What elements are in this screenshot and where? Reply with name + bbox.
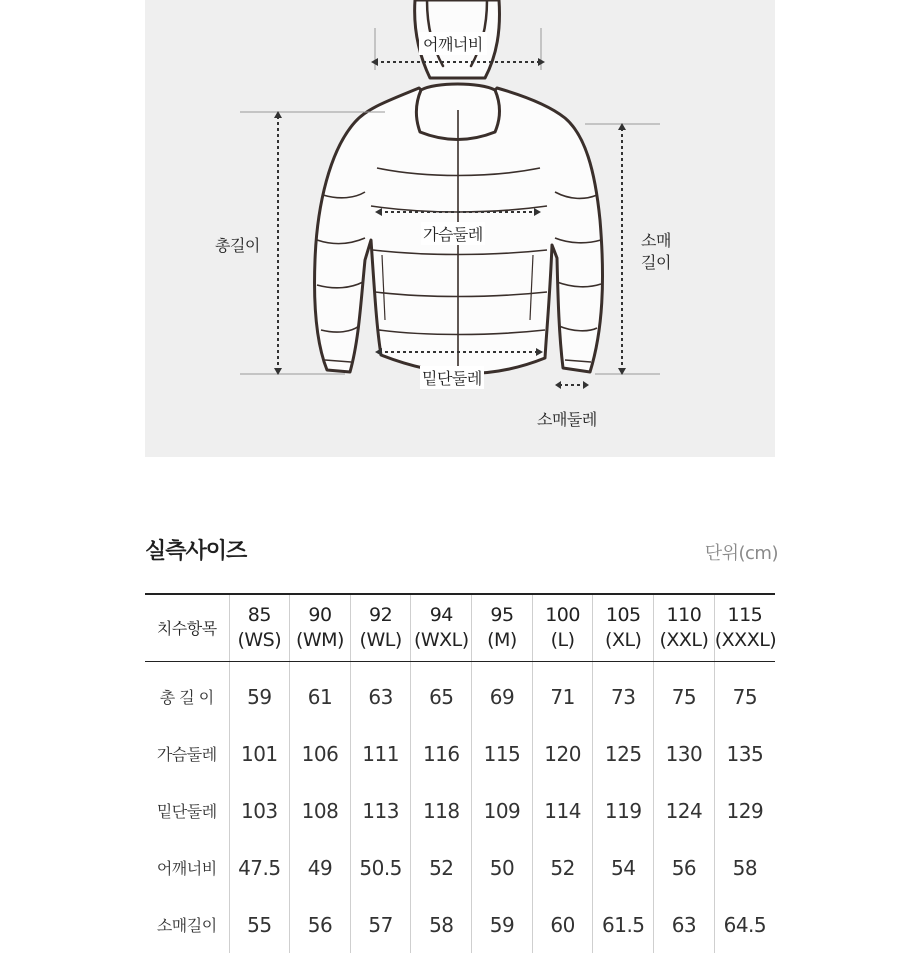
size-number: 100 [545, 604, 580, 626]
size-code: (M) [487, 629, 517, 651]
size-header [411, 594, 472, 662]
measurement-cell: 54 [593, 839, 654, 896]
measurement-cell: 64.5 [714, 896, 775, 953]
measurement-cell: 63 [350, 662, 411, 726]
size-number: 95 [490, 604, 513, 626]
measurement-cell: 61 [290, 662, 351, 726]
measurement-cell: 69 [472, 662, 533, 726]
row-label: 총 길 이 [145, 662, 229, 726]
size-number: 92 [369, 604, 392, 626]
table-row [145, 782, 775, 839]
hem-label: 밑단둘레 [420, 366, 484, 389]
measurement-cell: 101 [229, 725, 290, 782]
table-row [145, 839, 775, 896]
chest-label: 가슴둘레 [421, 222, 485, 245]
measurement-cell: 52 [532, 839, 593, 896]
measurement-cell: 75 [654, 662, 715, 726]
size-code: (XXL) [659, 629, 708, 651]
size-header [532, 594, 593, 662]
measurement-cell: 56 [654, 839, 715, 896]
measurement-cell: 115 [472, 725, 533, 782]
total-length-label: 총길이 [215, 233, 260, 256]
measurement-cell: 124 [654, 782, 715, 839]
section-title: 실측사이즈 [145, 534, 246, 565]
measurement-cell: 50 [472, 839, 533, 896]
measurement-cell: 59 [472, 896, 533, 953]
measurement-cell: 50.5 [350, 839, 411, 896]
measurement-cell: 58 [714, 839, 775, 896]
sleeve-length-label-line2: 길이 [641, 250, 671, 273]
size-header [229, 594, 290, 662]
cuff-label: 소매둘레 [537, 407, 597, 430]
size-header [593, 594, 654, 662]
header-label-cell: 치수항목 [145, 594, 229, 662]
row-label: 어깨너비 [145, 839, 229, 896]
unit-label: 단위(cm) [705, 539, 778, 565]
size-header [714, 594, 775, 662]
size-code: (WXL) [414, 629, 469, 651]
size-code: (WS) [237, 629, 281, 651]
measurement-cell: 125 [593, 725, 654, 782]
measurement-cell: 119 [593, 782, 654, 839]
row-label: 밑단둘레 [145, 782, 229, 839]
measurement-cell: 71 [532, 662, 593, 726]
size-number: 94 [430, 604, 453, 626]
measurement-cell: 55 [229, 896, 290, 953]
measurement-cell: 113 [350, 782, 411, 839]
size-code: (XL) [605, 629, 641, 651]
measurement-cell: 65 [411, 662, 472, 726]
size-header [350, 594, 411, 662]
size-header [654, 594, 715, 662]
size-code: (L) [551, 629, 575, 651]
size-code: (WM) [296, 629, 344, 651]
size-code: (XXXL) [715, 629, 776, 651]
measurement-cell: 59 [229, 662, 290, 726]
measurement-cell: 52 [411, 839, 472, 896]
measurement-cell: 129 [714, 782, 775, 839]
measurement-cell: 56 [290, 896, 351, 953]
size-number: 105 [606, 604, 641, 626]
measurement-cell: 114 [532, 782, 593, 839]
table-row [145, 662, 775, 726]
measurement-cell: 60 [532, 896, 593, 953]
measurement-cell: 49 [290, 839, 351, 896]
measurement-cell: 57 [350, 896, 411, 953]
measurement-cell: 108 [290, 782, 351, 839]
size-number: 110 [667, 604, 702, 626]
size-number: 85 [248, 604, 271, 626]
measurement-cell: 103 [229, 782, 290, 839]
measurement-cell: 106 [290, 725, 351, 782]
size-code: (WL) [360, 629, 402, 651]
table-row [145, 725, 775, 782]
measurement-cell: 120 [532, 725, 593, 782]
size-table-body [145, 662, 775, 953]
measurement-cell: 118 [411, 782, 472, 839]
size-number: 115 [727, 604, 762, 626]
measurement-cell: 111 [350, 725, 411, 782]
measurement-cell: 47.5 [229, 839, 290, 896]
table-row [145, 896, 775, 953]
measurement-cell: 116 [411, 725, 472, 782]
measurement-cell: 130 [654, 725, 715, 782]
size-header [290, 594, 351, 662]
sleeve-length-label-line1: 소매 [641, 228, 671, 251]
measurement-cell: 75 [714, 662, 775, 726]
table-header-row [145, 594, 775, 662]
measurement-cell: 135 [714, 725, 775, 782]
size-table [145, 593, 775, 953]
measurement-cell: 73 [593, 662, 654, 726]
row-label: 가슴둘레 [145, 725, 229, 782]
measurement-cell: 109 [472, 782, 533, 839]
jacket-measurement-diagram [145, 0, 775, 457]
measurement-cell: 61.5 [593, 896, 654, 953]
size-header [472, 594, 533, 662]
size-number: 90 [308, 604, 331, 626]
shoulder-width-label: 어깨너비 [419, 32, 487, 55]
measurement-cell: 63 [654, 896, 715, 953]
row-label: 소매길이 [145, 896, 229, 953]
measurement-cell: 58 [411, 896, 472, 953]
